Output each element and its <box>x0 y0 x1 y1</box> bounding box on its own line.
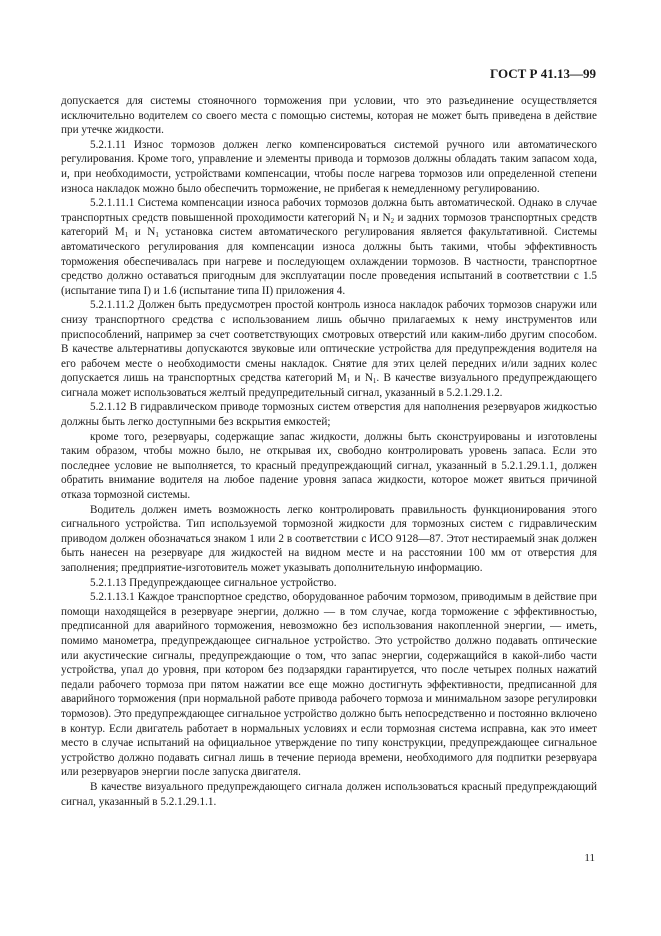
page-number: 11 <box>584 852 595 864</box>
paragraph: 5.2.1.11.1 Система компенсации износа рабочих тормозов должна быть автоматической. Однако в случае транспортных средств повышенной проходимости категорий $N_1$ и $N_2$ и задних тормозов транспортных средств категорий $M_1$ и $N_1$ установка систем автоматического регулирования является факультативной. Системы автоматического регулирования для компенсации износа должны быть такими, чтобы эффективность торможения обеспечивалась при нагреве и последующем охлаждении тормозов. В частности, транспортное средство должно оставаться пригодным для эксплуатации после проведения испытаний в соответствии с 1.5 (испытание типа I) и 1.6 (испытание типа II) приложения 4. <box>61 197 598 297</box>
paragraph: 5.2.1.11 Износ тормозов должен легко компенсироваться системой ручного или автоматического регулирования. Кроме того, управление и элементы привода и тормозов должны обладать таким запасом хода, и, при необходимости, устройствами компенсации, чтобы после нагрева тормозов или определенной степени износа накладок можно было обеспечить торможение, не прибегая к немедленному регулированию. <box>61 138 597 195</box>
paragraph: допускается для системы стояночного торможения при условии, что это разъединение осуществляется исключительно водителем со своего места с помощью системы, которая не может быть приведена в действие при утечке жидкости. <box>61 95 597 137</box>
paragraph: кроме того, резервуары, содержащие запас жидкости, должны быть сконструированы и изготовлены таким образом, чтобы можно было, не открывая их, свободно контролировать уровень запаса. Если это последнее условие не выполняется, то красный предупреждающий сигнал, указанный в 5.2.1.29.1.1, должен обратить внимание водителя на любое падение уровня запаса жидкости, которое может явиться причиной отказа тормозной системы. <box>61 430 597 502</box>
paragraph: 5.2.1.13 Предупреждающее сигнальное устройство. <box>90 576 337 589</box>
paragraph: В качестве визуального предупреждающего сигнала должен использоваться красный предупреждающий сигнал, указанный в 5.2.1.29.1.1. <box>61 780 597 808</box>
document-body <box>61 94 597 809</box>
paragraph: 5.2.1.11.2 Должен быть предусмотрен простой контроль износа накладок рабочих тормозов снаружи или снизу транспортного средства с использованием лишь обычно прилагаемых к нему инструментов или приспособлений, например за счет соответствующих смотровых отверстий или каким-либо другим способом. В качестве альтернативы допускаются звуковые или оптические устройства для предупреждения водителя на его рабочем месте о необходимости смены накладок. Снятие для этих целей передних и/или задних колес допускается лишь на транспортных средства категорий $M_1$ и $N_1$. В качестве визуального предупреждающего сигнала может использоваться желтый предупредительный сигнал, указанный в 5.2.1.29.1.2. <box>61 299 598 399</box>
paragraph: 5.2.1.13.1 Каждое транспортное средство, оборудованное рабочим тормозом, приводимым в действие при помощи находящейся в резервуаре энергии, должно — в том случае, когда торможение с эффективностью, предписанной для аварийного торможения, невозможно без использования накопленной энергии, — иметь, помимо манометра, предупреждающее сигнальное устройство. Это устройство должно подавать оптические или акустические сигналы, предупреждающие о том, что запас энергии, содержащийся в какой-либо части устройства, упал до уровня, при котором без подзарядки гарантируется, что после четырех полных нажатий педали рабочего тормоза при пятом нажатии все еще можно достигнуть эффективности, предписанной для аварийного торможения (при нормальной работе привода рабочего тормоза и минимальном зазоре регулировки тормозов). Это предупреждающее сигнальное устройство должно быть непосредственно и постоянно включено в контур. Если двигатель работает в нормальных условиях и если тормозная система исправна, как это имеет место в случае испытаний на официальное утверждение по типу конструкции, предупреждающее сигнальное устройство должно подавать сигнал лишь в течение периода времени, необходимого для подпитки резервуара или резервуаров энергии после запуска двигателя. <box>61 591 597 779</box>
document-header: ГОСТ Р 41.13—99 <box>490 66 596 81</box>
paragraph: Водитель должен иметь возможность легко контролировать правильность функционирования этого сигнального устройства. Тип используемой тормозной жидкости для тормозных систем с гидравлическим приводом должен обозначаться знаком 1 или 2 в соответствии с ИСО 9128—87. Этот нестираемый знак должен быть нанесен на резервуаре для жидкостей на видном месте и на расстоянии 100 мм от отверстия для заполнения; предприятие-изготовитель может указывать дополнительную информацию. <box>61 503 597 574</box>
paragraph: 5.2.1.12 В гидравлическом приводе тормозных систем отверстия для наполнения резервуаров жидкостью должны быть легко доступными без вскрытия емкостей; <box>61 401 597 429</box>
